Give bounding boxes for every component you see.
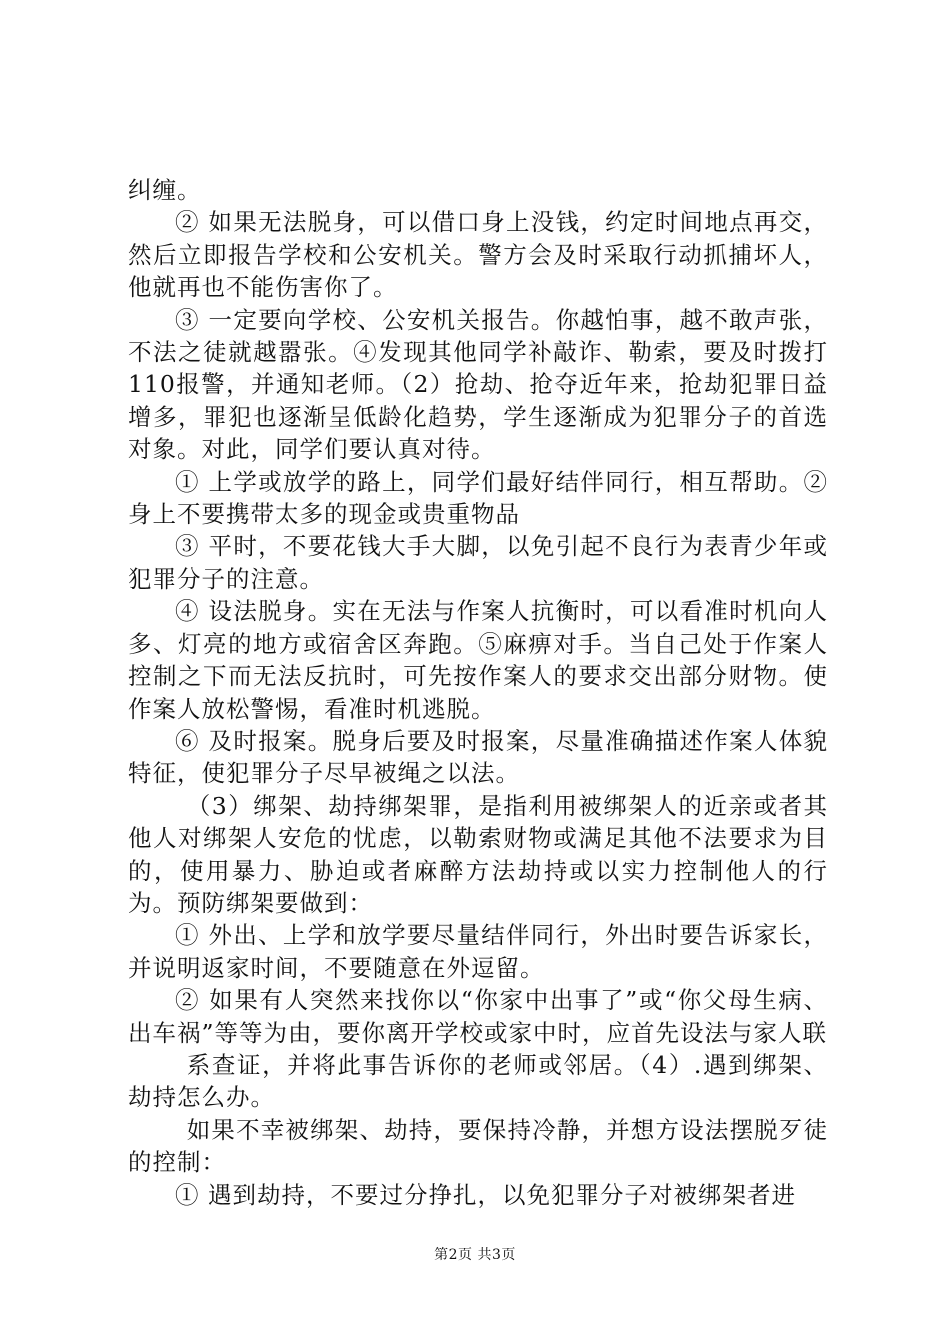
paragraph-4: ① 上学或放学的路上，同学们最好结伴同行，相互帮助。②身上不要携带太多的现金或贵重物品 (128, 467, 828, 529)
paragraph-6: ④ 设法脱身。实在无法与作案人抗衡时，可以看准时机向人多、灯亮的地方或宿舍区奔跑。⑤麻痹对手。当自己处于作案人控制之下而无法反抗时，可先按作案人的要求交出部分财物。使作案人放松警惕，看准时机逃脱。 (128, 597, 828, 723)
page-footer: 第2页 共3页 (434, 1247, 516, 1263)
paragraph-1: 纠缠。 (128, 176, 202, 204)
paragraph-10: ② 如果有人突然来找你以“你家中出事了”或“你父母生病、出车祸”等等为由，要你离开学校或家中时，应首先设法与家人联 (128, 986, 828, 1047)
document-body (128, 174, 828, 1211)
paragraph-12: 如果不幸被绑架、劫持，要保持冷静，并想方设法摆脱歹徒的控制： (128, 1115, 828, 1177)
paragraph-2: ② 如果无法脱身，可以借口身上没钱，约定时间地点再交，然后立即报告学校和公安机关。警方会及时采取行动抓捕坏人，他就再也不能伤害你了。 (128, 208, 828, 302)
paragraph-5: ③ 平时，不要花钱大手大脚，以免引起不良行为表青少年或犯罪分子的注意。 (128, 532, 828, 593)
paragraph-9: ① 外出、上学和放学要尽量结伴同行，外出时要告诉家长，并说明返家时间，不要随意在外逗留。 (128, 921, 828, 982)
paragraph-11: 系查证，并将此事告诉你的老师或邻居。（4）.遇到绑架、劫持怎么办。 (128, 1050, 828, 1112)
paragraph-13: ① 遇到劫持，不要过分挣扎，以免犯罪分子对被绑架者进 (175, 1180, 796, 1209)
paragraph-3: ③ 一定要向学校、公安机关报告。你越怕事，越不敢声张，不法之徒就越嚣张。④发现其他同学补敲诈、勒索，要及时拨打110报警，并通知老师。（2）抢劫、抢夺近年来，抢劫犯罪日益增多，罪犯也逐渐呈低龄化趋势，学生逐渐成为犯罪分子的首选对象。对此，同学们要认真对待。 (128, 305, 828, 464)
paragraph-8: （3）绑架、劫持绑架罪，是指利用被绑架人的近亲或者其他人对绑架人安危的忧虑，以勒索财物或满足其他不法要求为目的，使用暴力、胁迫或者麻醉方法劫持或以实力控制他人的行为。预防绑架要做到： (128, 791, 828, 917)
paragraph-7: ⑥ 及时报案。脱身后要及时报案，尽量准确描述作案人体貌特征，使犯罪分子尽早被绳之以法。 (128, 726, 828, 788)
